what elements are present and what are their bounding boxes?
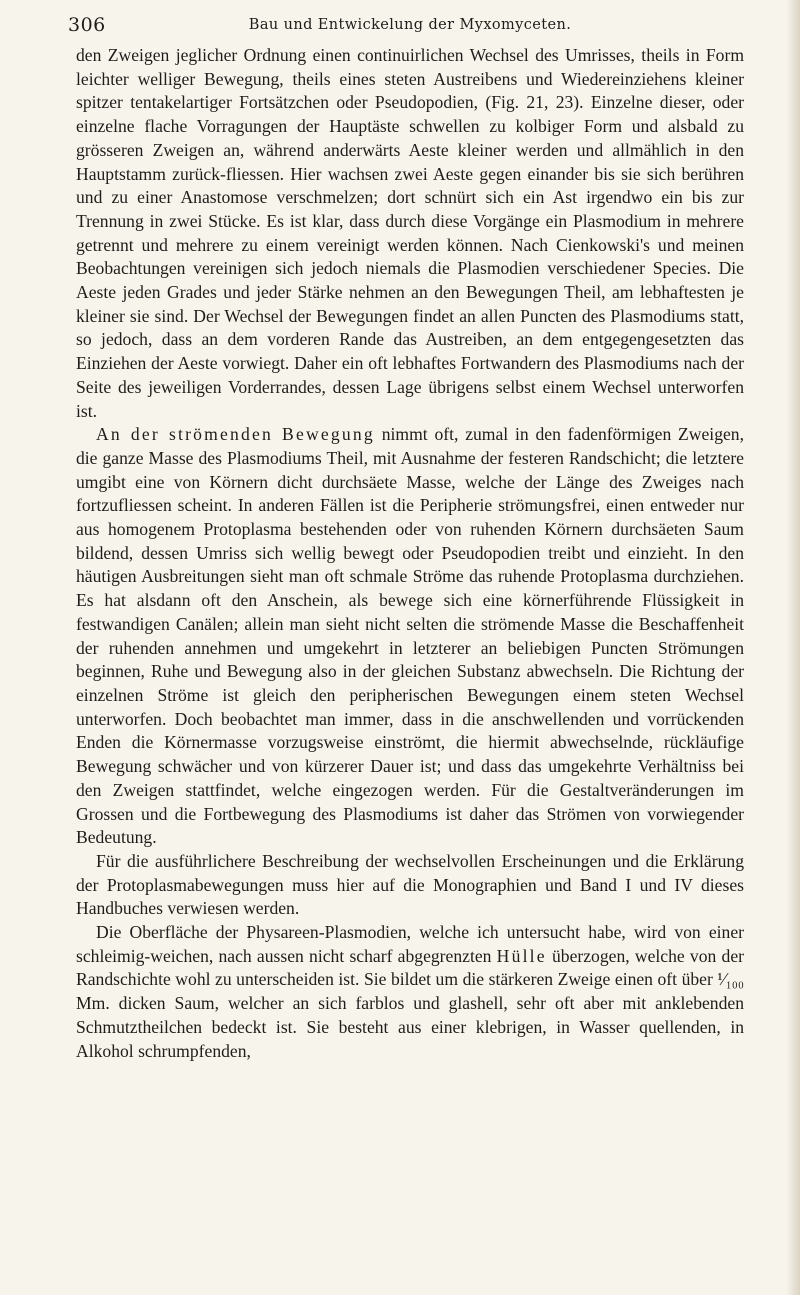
paragraph-2 (76, 423, 744, 850)
paragraph-1-text: den Zweigen jeglicher Ordnung einen continuirlichen Wechsel des Umrisses, theils in Form leichter welliger Bewegung, theils eines steten Austreibens und Wiedereinziehens kleiner spitzer tentakelartiger Fortsätzchen oder Pseudopodien, (Fig. 21, 23). Einzelne dieser, oder einzelne flache Vorragungen der Hauptäste schwellen zu kolbiger Form und alsbald zu grösseren Zweigen an, während anderwärts Aeste kleiner werden und allmählich in den Hauptstamm zurück-fliessen. Hier wachsen zwei Aeste gegen einander bis sie sich berühren und zu einer Anastomose verschmelzen; dort schnürt sich ein Ast irgendwo ein bis zur Trennung in zwei Stücke. Es ist klar, dass durch diese Vorgänge ein Plasmodium in mehrere getrennt und mehrere zu einem vereinigt werden können. Nach Cienkowski's und meinen Beobachtungen vereinigen sich jedoch niemals die Plasmodien verschiedener Species. Die Aeste jeden Grades und jeder Stärke nehmen an den Bewegungen Theil, am lebhaftesten je kleiner sie sind. Der Wechsel der Bewegungen findet an allen Puncten des Plasmodiums statt, so jedoch, dass an dem vorderen Rande das Austreiben, an dem entgegengesetzten das Einziehen der Aeste vorwiegt. Daher ein oft lebhaftes Fortwandern des Plasmodiums nach der Seite des jeweiligen Vorderrandes, dessen Lage übrigens selbst einem Wechsel unterworfen ist. (76, 45, 744, 421)
paragraph-4-spaced-word: Hülle (496, 945, 547, 966)
paragraph-3-text: Für die ausführlichere Beschreibung der wechselvollen Erscheinungen und die Erklärung der Protoplasmabewegungen muss hier auf die Monographien und Band I und IV dieses Handbuches verwiesen werden. (76, 850, 744, 919)
running-head: Bau und Entwickelung der Myxomyceten. (248, 17, 572, 33)
paragraph-2-text: nimmt oft, zumal in den fadenförmigen Zweigen, die ganze Masse des Plasmodiums Theil, mit Ausnahme der festeren Randschicht; die letztere umgibt eine von Körnern dicht durchsäete Masse, welche der Länge des Zweiges nach fortzufliessen scheint. In anderen Fällen ist die Peripherie strömungsfrei, einen entweder nur aus homogenem Protoplasma bestehenden oder von ruhenden Körnern durchsäeten Saum bildend, dessen Umriss sich wellig bewegt oder Pseudopodien treibt und einzieht. In den häutigen Ausbreitungen sieht man oft schmale Ströme das ruhende Protoplasma durchziehen. Es hat alsdann oft den Anschein, als bewege sich eine körnerführende Flüssigkeit in festwandigen Canälen; allein man sieht nicht selten die strömende Masse die Beschaffenheit der ruhenden annehmen und umgekehrt in letzterer an beliebigen Puncten Strömungen beginnen, Ruhe und Bewegung also in der gleichen Substanz abwechseln. Die Richtung der einzelnen Ströme ist gleich den peripherischen Bewegungen einem steten Wechsel unterworfen. Doch beobachtet man immer, dass in die anschwellenden und vorrückenden Enden die Körnermasse vorzugsweise einströmt, die hiermit abwechselnde, rückläufige Bewegung schwächer und von kürzerer Dauer ist; und dass das umgekehrte Verhältniss bei den Zweigen stattfindet, welche eingezogen werden. Für die Gestaltveränderungen im Grossen und die Fortbewegung des Plasmodiums ist daher das Strömen von vorwiegender Bedeutung. (76, 424, 744, 848)
paragraph-1 (76, 44, 744, 423)
page-edge-shadow (786, 0, 800, 1295)
paragraph-4-text-after: überzogen, welche von der Randschichte wohl zu unterscheiden ist. Sie bildet um die stärkeren Zweige einen oft über ¹⁄₁₀₀ Mm. dicken Saum, welcher an sich farblos und glashell, sehr oft aber mit anklebenden Schmutztheilchen bedeckt ist. Sie besteht aus einer klebrigen, in Wasser quellenden, in Alkohol schrumpfenden, (76, 945, 744, 1061)
paragraph-3 (76, 850, 744, 921)
page-header (68, 14, 744, 44)
paragraph-4 (76, 921, 744, 1063)
body-text (76, 44, 744, 1063)
paragraph-4-text-before: Die Oberfläche der Physareen-Plasmodien, welche ich untersucht habe, wird von einer schleimig-weichen, nach aussen nicht scharf abgegrenzten (76, 922, 744, 966)
page-number: 306 (68, 14, 106, 36)
paragraph-2-spaced-lead: An der strömenden Bewegung (96, 424, 375, 445)
